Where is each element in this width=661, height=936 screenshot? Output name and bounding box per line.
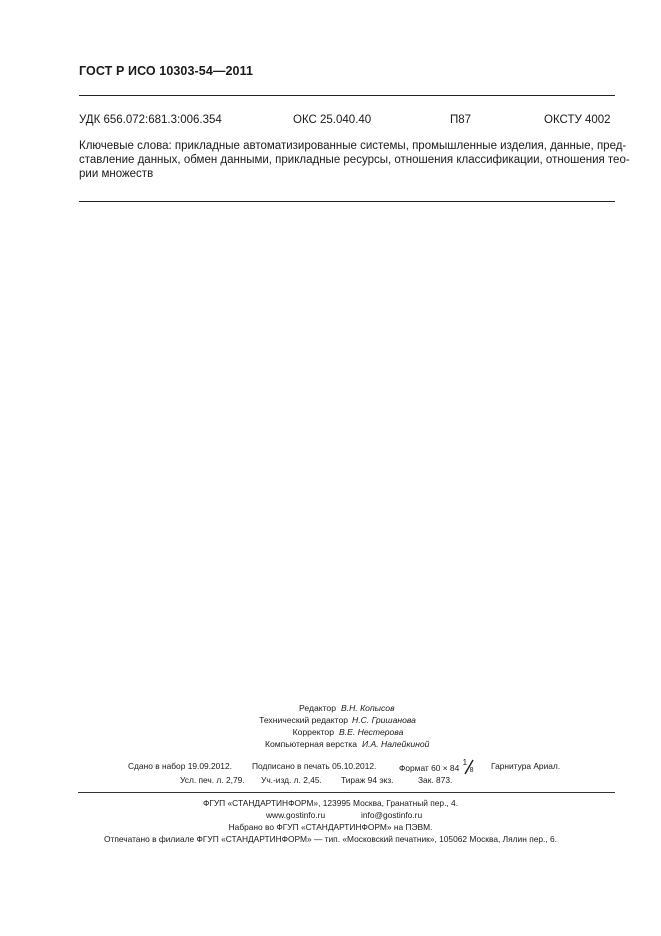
p-code: П87: [450, 114, 472, 126]
credit-name: Н.С. Гришанова: [352, 715, 416, 725]
divider-top: [79, 95, 615, 96]
credit-role: Редактор: [299, 703, 336, 713]
divider-publisher: [78, 792, 615, 793]
credit-row: [0, 702, 661, 714]
document-header: ГОСТ Р ИСО 10303-54—2011: [79, 64, 254, 78]
credit-role: Технический редактор: [259, 715, 348, 725]
signed-for-print: Подписано в печать 05.10.2012.: [252, 761, 377, 771]
printed-sheets: Усл. печ. л. 2,79.: [180, 775, 245, 785]
udk-code: УДК 656.072:681.3:006.354: [79, 114, 222, 126]
publisher-sheets: Уч.-изд. л. 2,45.: [261, 775, 322, 785]
keywords-line: ставление данных, обмен данными, прикладные ресурсы, отношения классификации, отношения тео-: [79, 154, 630, 166]
okstu-code: ОКСТУ 4002: [544, 114, 611, 126]
credit-name: В.Н. Копысов: [341, 703, 395, 713]
oks-code: ОКС 25.040.40: [293, 114, 372, 126]
fraction-numerator: 1: [462, 758, 468, 767]
sent-to-typesetting: Сдано в набор 19.09.2012.: [128, 761, 232, 771]
credit-row: [0, 714, 661, 726]
fraction-denominator: 8: [469, 767, 474, 774]
typeface: Гарнитура Ариал.: [491, 761, 561, 771]
paper-format: [399, 758, 476, 775]
printed-note: Отпечатано в филиале ФГУП «СТАНДАРТИНФОРМ» — тип. «Московский печатник», 105062 Москва, Лялин пер., 6.: [103, 834, 558, 844]
credit-row: [0, 738, 661, 750]
keywords-line: рии множеств: [79, 168, 154, 180]
credits-block: [0, 702, 661, 762]
order-number: Зак. 873.: [418, 775, 453, 785]
keywords-line: Ключевые слова: прикладные автоматизированные системы, промышленные изделия, данные, пред-: [79, 140, 627, 152]
format-label: Формат 60 × 84: [399, 763, 460, 773]
print-run: Тираж 94 экз.: [341, 775, 394, 785]
divider-bottom: [79, 201, 615, 202]
typeset-note: Набрано во ФГУП «СТАНДАРТИНФОРМ» на ПЭВМ.: [228, 822, 433, 832]
publisher-email[interactable]: info@gostinfo.ru: [361, 810, 423, 820]
keywords-block: [79, 139, 630, 181]
credit-role: Компьютерная верстка: [264, 739, 357, 749]
credit-role: Корректор: [292, 727, 334, 737]
publisher-address: ФГУП «СТАНДАРТИНФОРМ», 123995 Москва, Гранатный пер., 4.: [202, 798, 459, 808]
credit-name: И.А. Налейкиной: [362, 739, 430, 749]
format-fraction: [462, 758, 476, 775]
credit-row: [0, 726, 661, 738]
credit-name: В.Е. Нестерова: [339, 727, 404, 737]
publisher-website[interactable]: www.gostinfo.ru: [266, 810, 326, 820]
